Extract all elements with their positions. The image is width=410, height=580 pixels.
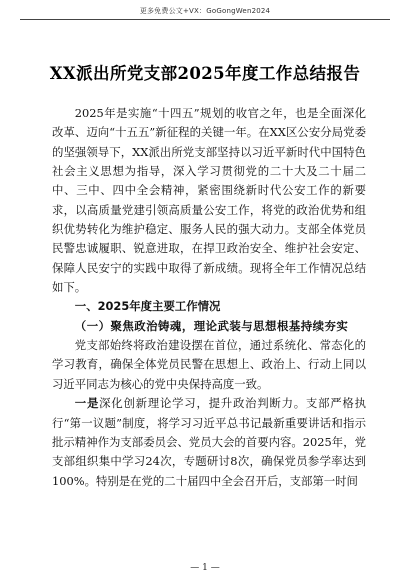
body-paragraph-1: 党支部始终将政治建设摆在首位，通过系统化、常态化的学习教育，确保全体党员民警在思想上、政治上、行动上同以习近平同志为核心的党中央保持高度一致。 bbox=[52, 338, 366, 391]
page-number: — 1 — bbox=[190, 563, 220, 573]
header-divider bbox=[20, 19, 390, 20]
document-body bbox=[52, 104, 366, 491]
body-paragraph-2 bbox=[52, 394, 366, 491]
header-note: 更多免费公文+VX：GoGongWen2024 bbox=[139, 7, 271, 15]
section-heading: 一、2025年度主要工作情况 bbox=[74, 299, 221, 314]
paragraph-text: 深化创新理论学习，提升政治判断力。支部严格执行“第一议题”制度，将学习习近平总书记最新重要讲话和指示批示精神作为支部委员会、党员大会的首要内容。2025年，党支部组织集中学习24次，专题研讨8次，确保党员参学率达到100%。特别是在党的二十届四中全会召开后，支部第一时间 bbox=[52, 396, 366, 488]
document-title: XX派出所党支部2025年度工作总结报告 bbox=[49, 64, 361, 83]
subsection-heading: （一）聚焦政治铸魂，理论武装与思想根基持续夯实 bbox=[74, 318, 349, 333]
intro-paragraph: 2025年是实施“十四五”规划的收官之年，也是全面深化改革、迈向“十五五”新征程的关键一年。在XX区公安分局党委的坚强领导下，XX派出所党支部坚持以习近平新时代中国特色社会主义思想为指导，深入学习贯彻党的二十大及二十届二中、三中、四中全会精神，紧密围绕新时代公安工作的新要求，以高质量党建引领高质量公安工作，将党的政治优势和组织优势转化为维护稳定、服务人民的强大动力。支部全体党员民警忠诚履职、锐意进取，在捍卫政治安全、维护社会安定、保障人民安宁的实践中取得了新成绩。现将全年工作情况总结如下。 bbox=[52, 106, 366, 295]
paragraph-lead: 一是 bbox=[74, 396, 100, 411]
